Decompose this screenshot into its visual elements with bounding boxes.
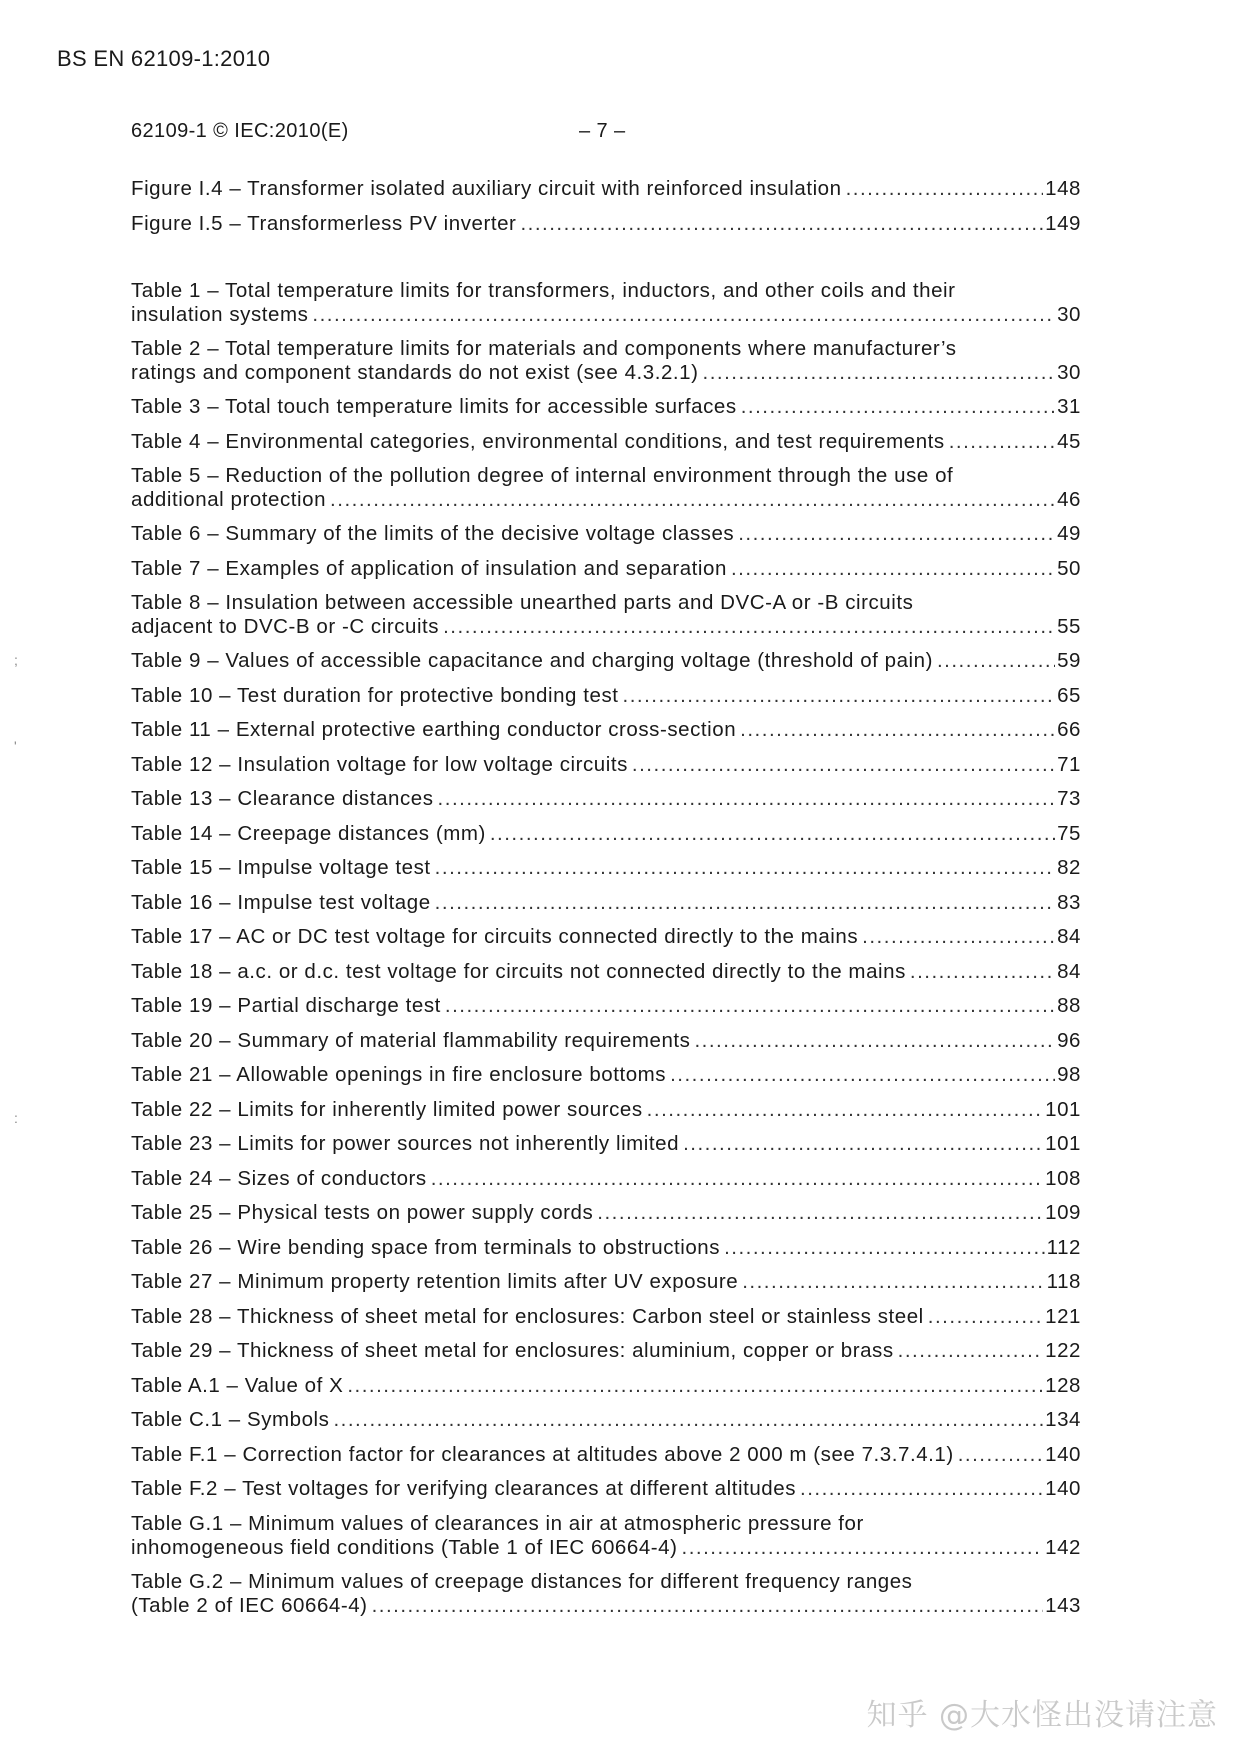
dot-leader [928, 1305, 1043, 1329]
table-of-contents [131, 177, 1081, 1628]
toc-entry-page: 75 [1057, 821, 1081, 845]
dot-leader [445, 994, 1055, 1018]
toc-entry-title: Table 6 – Summary of the limits of the decisive voltage classes [131, 522, 735, 545]
toc-entry [131, 787, 1081, 822]
toc-entry-title: Table 18 – a.c. or d.c. test voltage for circuits not connected directly to the mains [131, 959, 906, 983]
toc-entry [131, 1477, 1081, 1512]
toc-entry-title-line1: Table 1 – Total temperature limits for transformers, inductors, and other coils and their [131, 279, 956, 302]
dot-leader [670, 1063, 1055, 1087]
toc-entry [131, 522, 1081, 557]
toc-entry-page: 55 [1057, 615, 1081, 638]
toc-entry-page: 112 [1046, 1235, 1081, 1259]
dot-leader [438, 787, 1056, 811]
toc-entry-page: 84 [1057, 925, 1081, 948]
toc-entry [131, 1270, 1081, 1305]
toc-entry [131, 649, 1081, 684]
dot-leader [312, 303, 1055, 327]
toc-entry-title: Table 16 – Impulse test voltage [131, 890, 431, 914]
toc-entry-title-line1: Table G.2 – Minimum values of creepage distances for different frequency ranges [131, 1569, 913, 1593]
toc-entry-title: Table 20 – Summary of material flammability requirements [131, 1028, 691, 1052]
toc-entry-title: Table 9 – Values of accessible capacitance and charging voltage (threshold of pain) [131, 649, 933, 672]
toc-entry-page: 143 [1045, 1593, 1081, 1617]
toc-entry-title: Table 26 – Wire bending space from terminals to obstructions [131, 1235, 721, 1259]
dot-leader [347, 1374, 1043, 1398]
toc-entry-title: Table C.1 – Symbols [131, 1408, 330, 1431]
dot-leader [703, 361, 1056, 385]
toc-entry-page: 140 [1045, 1477, 1081, 1500]
toc-entry-title-line1: Table 2 – Total temperature limits for materials and components where manufacturer’s [131, 337, 957, 360]
dot-leader [435, 856, 1055, 880]
dot-leader [520, 212, 1043, 236]
toc-entry [131, 337, 1081, 395]
toc-entry [131, 1305, 1081, 1340]
toc-entry-title: additional protection [131, 488, 327, 511]
toc-entry-title-line1: Table G.1 – Minimum values of clearances in air at atmospheric pressure for [131, 1511, 864, 1535]
toc-entry [131, 960, 1081, 995]
toc-entry-page: 84 [1057, 959, 1081, 983]
toc-entry-title: Table 7 – Examples of application of insulation and separation [131, 556, 727, 580]
toc-entry-page: 121 [1045, 1304, 1081, 1328]
toc-entry [131, 891, 1081, 926]
toc-entry [131, 1132, 1081, 1167]
toc-entry [131, 753, 1081, 788]
dot-leader [490, 822, 1055, 846]
toc-entry-title: Table 14 – Creepage distances (mm) [131, 821, 486, 845]
dot-leader [443, 615, 1055, 639]
standard-reference: 62109-1 © IEC:2010(E) [131, 120, 349, 142]
dot-leader [949, 430, 1055, 454]
toc-entry-page: 46 [1057, 488, 1081, 511]
dot-leader [431, 1167, 1043, 1191]
toc-entry-page: 142 [1045, 1535, 1081, 1559]
toc-entry-title: Figure I.5 – Transformerless PV inverter [131, 211, 517, 235]
toc-entry [131, 925, 1081, 960]
dot-leader [846, 177, 1044, 201]
toc-entry-title: Table 21 – Allowable openings in fire enclosure bottoms [131, 1063, 667, 1086]
toc-entry-page: 101 [1045, 1097, 1081, 1121]
toc-entry [131, 279, 1081, 337]
toc-entry [131, 994, 1081, 1029]
dot-leader [330, 488, 1055, 512]
toc-entry-page: 148 [1045, 177, 1081, 200]
toc-entry [131, 1443, 1081, 1478]
toc-entry-title: Table 10 – Test duration for protective bonding test [131, 683, 619, 707]
toc-entry [131, 1201, 1081, 1236]
toc-entry-title: Table 19 – Partial discharge test [131, 994, 441, 1017]
toc-entry-title: Table F.2 – Test voltages for verifying clearances at different altitudes [131, 1477, 796, 1500]
toc-entry-title: Table 3 – Total touch temperature limits for accessible surfaces [131, 395, 737, 418]
toc-entry-title: ratings and component standards do not exist (see 4.3.2.1) [131, 361, 699, 384]
toc-entry-title: Table 27 – Minimum property retention limits after UV exposure [131, 1270, 739, 1293]
toc-entry-title: Table 4 – Environmental categories, environmental conditions, and test requirements [131, 429, 945, 453]
toc-entry [131, 1512, 1081, 1570]
toc-entry [131, 1063, 1081, 1098]
toc-entry-title: Figure I.4 – Transformer isolated auxiliary circuit with reinforced insulation [131, 177, 842, 200]
toc-entry-title: Table F.1 – Correction factor for clearances at altitudes above 2 000 m (see 7.3.7.4.1) [131, 1442, 954, 1466]
toc-entry-page: 66 [1057, 718, 1081, 741]
toc-entry-title-line1: Table 5 – Reduction of the pollution degree of internal environment through the use of [131, 464, 954, 487]
page-number: – 7 – [579, 120, 626, 142]
toc-entry-title: (Table 2 of IEC 60664-4) [131, 1593, 368, 1617]
toc-entry-title: Table A.1 – Value of X [131, 1373, 344, 1397]
toc-entry [131, 1167, 1081, 1202]
dot-leader [597, 1201, 1043, 1225]
toc-entry [131, 1408, 1081, 1443]
toc-entry-title: Table 23 – Limits for power sources not inherently limited [131, 1132, 680, 1155]
toc-entry-title: Table 28 – Thickness of sheet metal for enclosures: Carbon steel or stainless steel [131, 1304, 924, 1328]
dot-leader [738, 522, 1055, 546]
toc-entry-page: 73 [1057, 787, 1081, 810]
toc-entry [131, 1339, 1081, 1374]
toc-entry-page: 134 [1045, 1408, 1081, 1431]
dot-leader [333, 1408, 1043, 1432]
toc-entry-page: 31 [1057, 395, 1081, 418]
toc-entry-title: insulation systems [131, 303, 309, 326]
toc-entry [131, 395, 1081, 430]
toc-entry [131, 1029, 1081, 1064]
dot-leader [731, 557, 1055, 581]
toc-entry-page: 101 [1045, 1132, 1081, 1155]
toc-entry-title: adjacent to DVC-B or -C circuits [131, 615, 440, 638]
dot-leader [694, 1029, 1055, 1053]
toc-entry-page: 45 [1057, 429, 1081, 453]
toc-entry-title: Table 15 – Impulse voltage test [131, 856, 431, 879]
toc-entry [131, 1570, 1081, 1628]
dot-leader [435, 891, 1055, 915]
dot-leader [741, 395, 1055, 419]
dot-leader [910, 960, 1055, 984]
toc-entry-page: 98 [1057, 1063, 1081, 1086]
dot-leader [742, 1270, 1044, 1294]
toc-entry-page: 140 [1045, 1442, 1081, 1466]
toc-entry [131, 822, 1081, 857]
dot-leader [724, 1236, 1045, 1260]
dot-leader [937, 649, 1055, 673]
toc-entry-page: 82 [1057, 856, 1081, 879]
document-id: BS EN 62109-1:2010 [57, 46, 271, 71]
toc-entry-page: 30 [1057, 303, 1081, 326]
toc-entry [131, 557, 1081, 592]
dot-leader [682, 1536, 1044, 1560]
dot-leader [647, 1098, 1043, 1122]
toc-entry-title: Table 24 – Sizes of conductors [131, 1166, 427, 1190]
toc-entry-page: 83 [1057, 890, 1081, 914]
toc-entry-title: Table 13 – Clearance distances [131, 787, 434, 810]
toc-entry-page: 50 [1057, 556, 1081, 580]
toc-entry-title: Table 29 – Thickness of sheet metal for enclosures: aluminium, copper or brass [131, 1339, 894, 1362]
toc-entry-title-line1: Table 8 – Insulation between accessible unearthed parts and DVC-A or -B circuits [131, 591, 914, 614]
toc-entry [131, 684, 1081, 719]
toc-entry-title: Table 12 – Insulation voltage for low voltage circuits [131, 752, 628, 776]
toc-entry-title: Table 25 – Physical tests on power supply cords [131, 1201, 594, 1224]
toc-entry [131, 464, 1081, 522]
toc-entry [131, 1236, 1081, 1271]
toc-entry-page: 65 [1057, 683, 1081, 707]
toc-entry [131, 212, 1081, 247]
toc-entry-page: 109 [1045, 1201, 1081, 1224]
scan-mark: ' [14, 738, 17, 754]
toc-entry [131, 430, 1081, 465]
dot-leader [372, 1594, 1044, 1618]
toc-entry-page: 59 [1057, 649, 1081, 672]
toc-entry-title: Table 11 – External protective earthing conductor cross-section [131, 718, 737, 741]
toc-entry-page: 71 [1057, 752, 1081, 776]
toc-entry-page: 128 [1045, 1373, 1081, 1397]
dot-leader [898, 1339, 1043, 1363]
toc-entry-title: Table 17 – AC or DC test voltage for circuits connected directly to the mains [131, 925, 859, 948]
dot-leader [632, 753, 1055, 777]
figure-list [131, 177, 1081, 246]
toc-entry-page: 96 [1057, 1028, 1081, 1052]
toc-entry-page: 30 [1057, 361, 1081, 384]
toc-entry-title: Table 22 – Limits for inherently limited power sources [131, 1097, 643, 1121]
toc-entry-page: 149 [1045, 211, 1081, 235]
toc-entry-page: 88 [1057, 994, 1081, 1017]
toc-entry-page: 49 [1057, 522, 1081, 545]
scan-mark: : [14, 1110, 18, 1126]
toc-entry [131, 718, 1081, 753]
toc-entry-title: inhomogeneous field conditions (Table 1 of IEC 60664-4) [131, 1535, 678, 1559]
dot-leader [683, 1132, 1043, 1156]
dot-leader [800, 1477, 1043, 1501]
scan-mark: ; [14, 652, 18, 668]
watermark: 知乎 @大水怪出没请注意 [866, 1698, 1218, 1733]
dot-leader [740, 718, 1055, 742]
toc-entry [131, 856, 1081, 891]
dot-leader [862, 925, 1055, 949]
toc-entry-page: 122 [1045, 1339, 1081, 1362]
toc-entry-page: 108 [1045, 1166, 1081, 1190]
section-gap [131, 246, 1081, 279]
toc-entry [131, 1098, 1081, 1133]
toc-entry [131, 591, 1081, 649]
toc-entry [131, 177, 1081, 212]
toc-entry [131, 1374, 1081, 1409]
dot-leader [958, 1443, 1043, 1467]
toc-entry-page: 118 [1046, 1270, 1081, 1293]
dot-leader [623, 684, 1056, 708]
table-list [131, 279, 1081, 1628]
